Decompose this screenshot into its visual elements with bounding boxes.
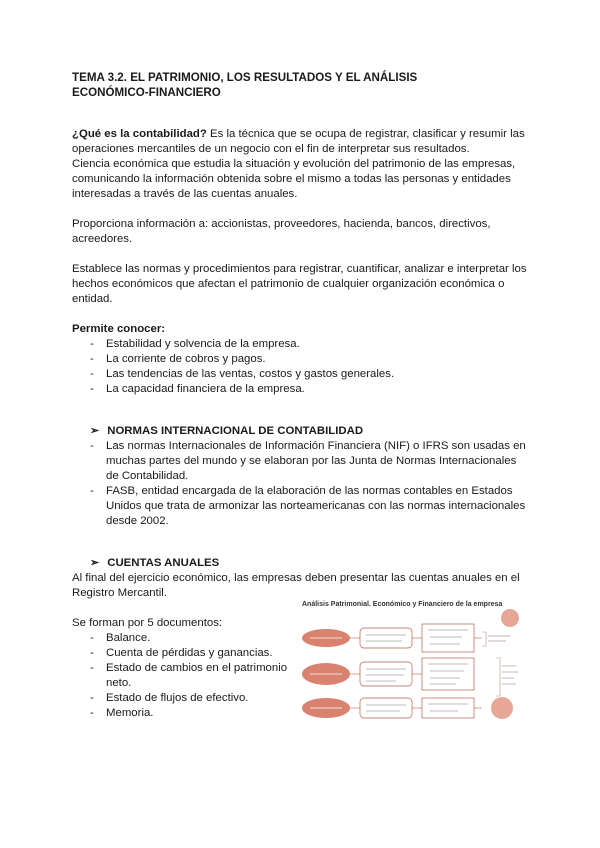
list-item: - Las normas Internacionales de Información Financiera (NIF) o IFRS son usadas en muchas partes del mundo y se elaboran por las Junta de Normas Internacionales de Contabilidad.	[72, 439, 528, 484]
cuentas-docs-list	[72, 631, 296, 721]
arrowhead-bullet-icon: ➢	[90, 557, 100, 569]
definition-text-2: Ciencia económica que estudia la situación y evolución del patrimonio de las empresas, comunicando la información obtenida sobre el mismo a todas las personas y entidades interesadas a través de las cuentas anuales.	[72, 158, 516, 200]
diagram-title: Análisis Patrimonial. Económico y Financiero de la empresa	[302, 601, 503, 608]
analysis-diagram-image	[296, 596, 528, 736]
normas-list	[72, 439, 528, 529]
document-title	[72, 70, 528, 100]
diagram-middle-box	[360, 662, 412, 686]
diagram-right-box	[422, 698, 474, 718]
cuentas-section	[72, 601, 528, 736]
diagram-circle-node	[501, 609, 519, 627]
list-item: - Cuenta de pérdidas y ganancias.	[72, 646, 296, 661]
definition-paragraph	[72, 127, 528, 157]
diagram-middle-box	[360, 698, 412, 718]
list-item: - FASB, entidad encargada de la elaboración de las normas contables en Estados Unidos que trata de armonizar las norteamericanas con las normas internacionales desde 2002.	[72, 484, 528, 529]
definition-text-1: Es la técnica que se ocupa de registrar, clasificar y resumir las operaciones mercantiles de un negocio con el fin de interpretar sus resultados.	[72, 128, 525, 155]
definition-question: ¿Qué es la contabilidad?	[72, 128, 207, 140]
list-item: - La corriente de cobros y pagos.	[72, 352, 528, 367]
permite-list	[72, 337, 528, 397]
cuentas-docs-intro: Se forman por 5 documentos:	[72, 617, 223, 629]
cuentas-heading-text: CUENTAS ANUALES	[107, 557, 220, 569]
normas-heading	[72, 424, 528, 439]
definition-text-3: Proporciona información a: accionistas, proveedores, hacienda, bancos, directivos, acreedores.	[72, 218, 491, 245]
list-item: - Las tendencias de las ventas, costos y gastos generales.	[72, 367, 528, 382]
cuentas-heading	[72, 556, 528, 571]
normas-heading-text: NORMAS INTERNACIONAL DE CONTABILIDAD	[107, 425, 364, 437]
list-item: - Estabilidad y solvencia de la empresa.	[72, 337, 528, 352]
arrowhead-bullet-icon: ➢	[90, 425, 100, 437]
title-line-1: TEMA 3.2. EL PATRIMONIO, LOS RESULTADOS Y EL ANÁLISIS	[72, 71, 418, 84]
cuentas-intro: Al final del ejercicio económico, las empresas deben presentar las cuentas anuales en el Registro Mercantil.	[72, 572, 520, 599]
list-item: - Balance.	[72, 631, 296, 646]
cuentas-documents	[72, 616, 296, 721]
permite-heading: Permite conocer:	[72, 323, 166, 335]
document-page	[72, 70, 528, 736]
diagram-middle-box	[360, 628, 412, 648]
list-item: - La capacidad financiera de la empresa.	[72, 382, 528, 397]
title-line-2: ECONÓMICO-FINANCIERO	[72, 86, 221, 99]
definition-text-4: Establece las normas y procedimientos para registrar, cuantificar, analizar e interpretar los hechos económicos que afectan el patrimonio de cualquier organización económica o entidad.	[72, 263, 527, 305]
diagram-right-box	[422, 658, 474, 690]
diagram-right-box	[422, 624, 474, 652]
diagram-circle-node	[491, 697, 513, 719]
list-item: - Estado de cambios en el patrimonio neto.	[72, 661, 296, 691]
list-item: - Estado de flujos de efectivo.	[72, 691, 296, 706]
list-item: - Memoria.	[72, 706, 296, 721]
